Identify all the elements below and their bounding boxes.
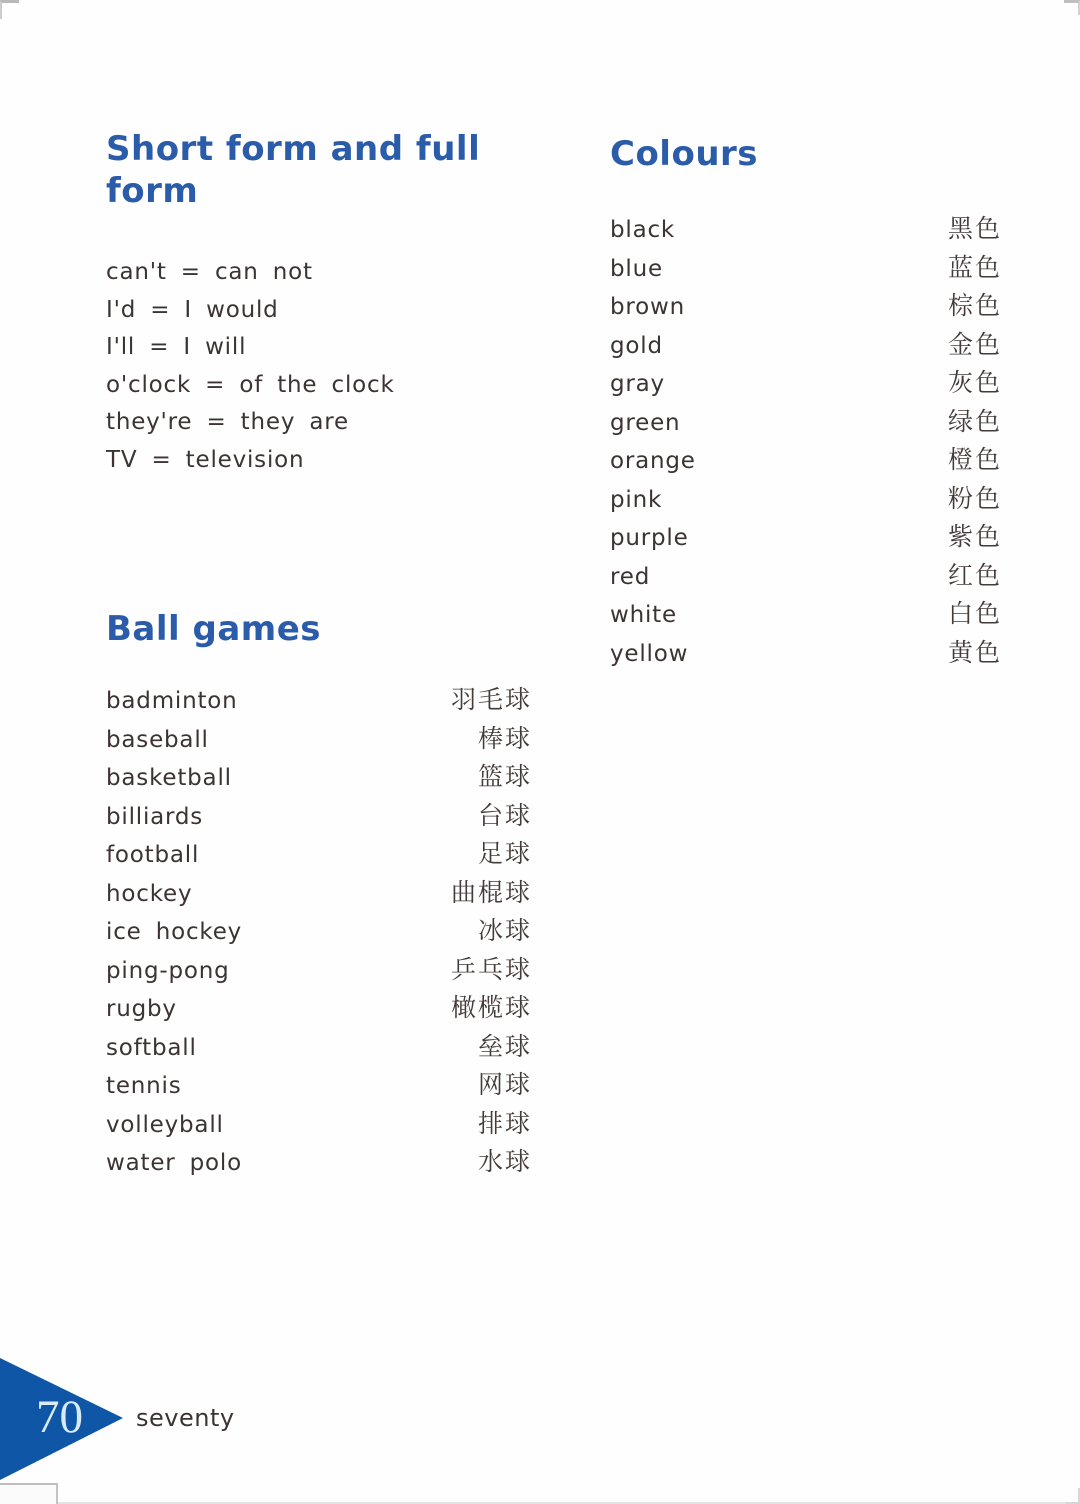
short-form-item: can't = can not: [106, 259, 313, 285]
page-number: 70: [36, 1391, 83, 1443]
vocab-translation-zh: 曲棍球: [450, 879, 532, 907]
section-ball-games: [106, 608, 532, 1183]
vocab-term-en: green: [610, 409, 681, 436]
vocab-term-en: rugby: [106, 996, 177, 1022]
vocab-term-en: baseball: [106, 726, 209, 753]
vocab-term-en: pink: [610, 486, 663, 513]
vocab-term-en: purple: [610, 525, 689, 551]
vocab-translation-zh: 金色: [947, 331, 1002, 359]
scan-artifact-bottom-left: [0, 1483, 58, 1504]
vocab-translation-zh: 棕色: [947, 293, 1002, 320]
vocab-term-en: blue: [610, 255, 663, 282]
vocab-term-en: ping-pong: [106, 957, 230, 984]
vocab-translation-zh: 台球: [477, 802, 532, 830]
vocab-term-en: volleyball: [106, 1111, 224, 1138]
scan-corner-mark-top-right: [1064, 0, 1080, 15]
vocab-row: [610, 327, 1002, 366]
vocab-translation-zh: 红色: [947, 562, 1002, 590]
colours-list: [610, 211, 1002, 673]
scan-corner-mark-top-left: [0, 0, 19, 19]
vocab-row: [106, 1029, 532, 1068]
section-colours: [610, 133, 1002, 673]
section-title-colours: Colours: [610, 134, 759, 174]
vocab-term-en: basketball: [106, 765, 232, 791]
vocab-term-en: ice hockey: [106, 919, 243, 945]
vocab-row: [106, 913, 532, 952]
vocab-term-en: football: [106, 842, 200, 868]
vocab-term-en: gray: [610, 371, 665, 397]
vocab-row: [610, 442, 1002, 481]
section-title-short-forms: Short form and full form: [106, 129, 481, 211]
vocab-translation-zh: 冰球: [477, 918, 532, 945]
vocab-row: [106, 759, 532, 798]
vocab-translation-zh: 黄色: [947, 639, 1002, 667]
vocab-translation-zh: 羽毛球: [450, 687, 532, 714]
vocab-row: [610, 288, 1002, 327]
scan-corner-mark-bottom-right: [1066, 1488, 1080, 1504]
vocab-row: [106, 1144, 532, 1183]
vocab-term-en: yellow: [610, 640, 689, 667]
vocab-row: [106, 836, 532, 875]
vocab-translation-zh: 灰色: [947, 370, 1002, 397]
vocab-row: [610, 519, 1002, 558]
vocab-row: [610, 558, 1002, 597]
vocab-row: [610, 250, 1002, 289]
vocab-row: [106, 875, 532, 914]
short-form-item: TV = television: [106, 446, 305, 473]
vocab-translation-zh: 紫色: [947, 524, 1002, 551]
vocab-row: [106, 798, 532, 837]
page-number-word: seventy: [136, 1404, 235, 1432]
vocab-term-en: badminton: [106, 688, 238, 714]
vocab-translation-zh: 蓝色: [947, 254, 1002, 282]
short-form-item: I'd = I would: [106, 296, 279, 323]
short-form-item: o'clock = of the clock: [106, 371, 395, 398]
short-forms-list: [106, 254, 576, 479]
vocab-row: [610, 635, 1002, 674]
section-title-ball-games: Ball games: [106, 609, 322, 649]
vocab-translation-zh: 白色: [947, 601, 1002, 628]
vocab-term-en: water polo: [106, 1150, 242, 1176]
vocab-translation-zh: 篮球: [477, 764, 532, 791]
vocab-row: [106, 952, 532, 991]
vocab-term-en: black: [610, 217, 676, 243]
vocab-row: [106, 1106, 532, 1145]
section-short-forms: [106, 128, 576, 479]
vocab-translation-zh: 网球: [477, 1072, 532, 1099]
vocab-translation-zh: 橄榄球: [450, 995, 532, 1022]
vocab-term-en: softball: [106, 1034, 197, 1061]
vocab-translation-zh: 足球: [477, 841, 532, 868]
page-footer: [0, 1352, 420, 1488]
vocab-row: [610, 211, 1002, 250]
vocab-row: [106, 1067, 532, 1106]
vocab-translation-zh: 橙色: [947, 447, 1002, 474]
vocab-translation-zh: 黑色: [947, 216, 1002, 243]
vocab-row: [610, 365, 1002, 404]
ball-games-list: [106, 682, 532, 1183]
vocab-row: [106, 721, 532, 760]
vocab-term-en: gold: [610, 332, 663, 359]
vocab-term-en: hockey: [106, 880, 193, 907]
vocab-row: [106, 682, 532, 721]
vocab-translation-zh: 粉色: [947, 485, 1002, 513]
vocab-term-en: billiards: [106, 803, 204, 830]
vocab-term-en: tennis: [106, 1073, 182, 1099]
short-form-item: I'll = I will: [106, 334, 247, 360]
vocab-translation-zh: 水球: [477, 1149, 532, 1176]
vocab-translation-zh: 绿色: [947, 408, 1002, 436]
vocab-translation-zh: 垒球: [477, 1033, 532, 1061]
vocab-term-en: orange: [610, 448, 696, 474]
vocab-term-en: white: [610, 602, 677, 628]
vocab-row: [610, 481, 1002, 520]
vocab-term-en: brown: [610, 294, 686, 320]
vocab-translation-zh: 乒乓球: [450, 956, 532, 984]
vocab-translation-zh: 排球: [477, 1110, 532, 1138]
vocab-translation-zh: 棒球: [477, 725, 532, 753]
vocab-term-en: red: [610, 563, 651, 590]
vocab-row: [106, 990, 532, 1029]
vocab-row: [610, 404, 1002, 443]
vocab-row: [610, 596, 1002, 635]
short-form-item: they're = they are: [106, 409, 349, 435]
